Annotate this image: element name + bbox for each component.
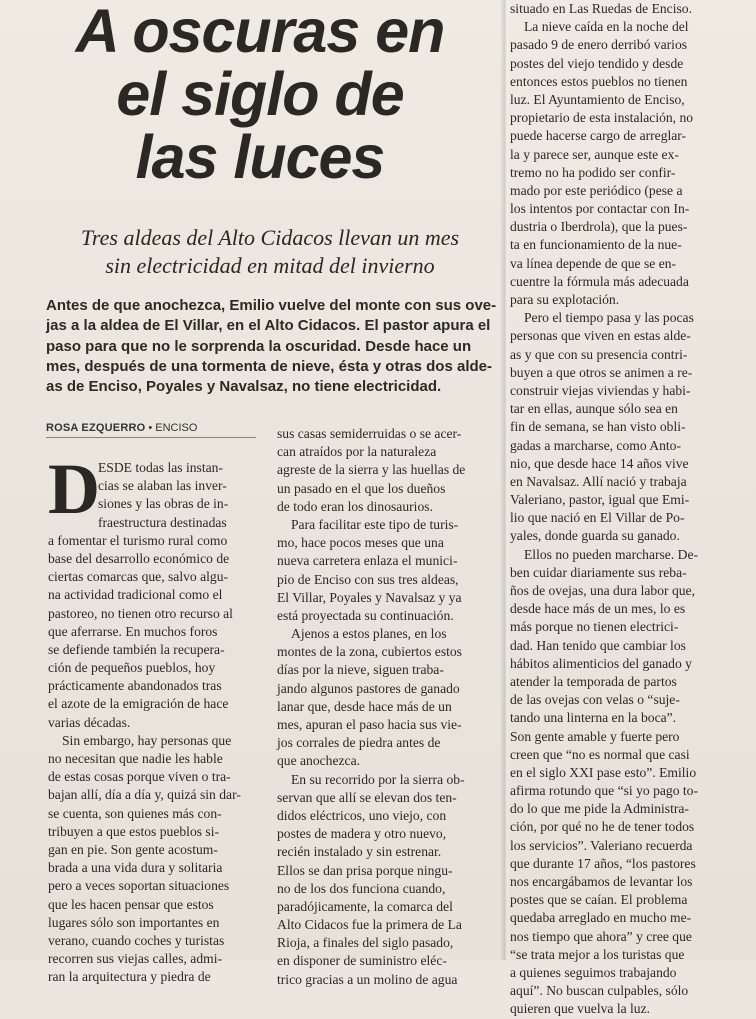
subheadline-line: sin electricidad en mitad del invierno: [105, 253, 435, 278]
column-text-line: Ajenos a estos planes, en los: [291, 626, 447, 642]
column-text-line: Valeriano, pastor, igual que Emi-: [510, 492, 690, 508]
column-text-line: se defiende también la recupera-: [48, 641, 225, 657]
column-text-line: verano, cuando coches y turistas: [48, 932, 225, 948]
column-text-line: Sin embargo, hay personas que: [62, 732, 232, 748]
column-text-line: servan que allí se elevan dos ten-: [277, 789, 457, 805]
column-text-line: jos corrales de piedra antes de: [277, 735, 441, 751]
column-text-line: varias décadas.: [48, 714, 131, 730]
column-text-line: lugares sólo son importantes en: [48, 914, 220, 930]
column-text-line: los servicios”. Valeriano recuerda: [510, 837, 693, 853]
column-text-line: Alto Cidacos fue la primera de La: [277, 917, 462, 933]
subheadline-line: Tres aldeas del Alto Cidacos llevan un mes: [80, 225, 460, 250]
column-text-line: propietario de esta instalación, no: [510, 110, 694, 126]
column-text-line: de las ovejas con velas o “suje-: [510, 692, 680, 708]
column-text-line: fraestructura destinadas: [98, 514, 227, 530]
column-text-line: ben cuidar diariamente sus reba-: [510, 564, 687, 580]
column-text-line: atender la temporada de partos: [510, 673, 677, 689]
column-text-line: puede hacerse cargo de arreglar-: [510, 128, 687, 144]
column-text-line: mo, hace pocos meses que una: [277, 535, 444, 551]
column-text-line: La nieve caída en la noche del: [524, 19, 689, 35]
column-text-line: base del desarrollo económico de: [48, 550, 230, 566]
column-text-line: está proyectada su continuación.: [277, 607, 454, 623]
column-text-line: trico gracias a un molino de agua: [277, 971, 458, 987]
column-text-line: Pero el tiempo pasa y las pocas: [524, 310, 694, 326]
byline: [46, 421, 256, 438]
lead-paragraph: [46, 296, 498, 397]
column-text-line: desde hace más de un mes, lo es: [510, 601, 686, 617]
column-text-line: ESDE todas las instan-: [98, 460, 223, 475]
column-text-line: quedaba arreglado en mucho me-: [510, 910, 692, 926]
column-text-line: lanar que, desde hace más de un: [277, 698, 452, 714]
column-text-line: personas que viven en estas alde-: [510, 328, 691, 344]
headline-line: el siglo de: [116, 60, 404, 128]
column-text-line: El Villar, Poyales y Navalsaz y ya: [277, 589, 462, 605]
column-text-line: nos encargábamos de levantar los: [510, 874, 693, 889]
column-text-line: dad. Han tenido que cambiar los: [510, 637, 686, 653]
column-text-line: no necesitan que nadie les hable: [48, 751, 223, 766]
headline-line: las luces: [135, 123, 385, 191]
page-fold-shadow: [500, 0, 510, 960]
column-text-line: tribuyen a que estos pueblos si-: [48, 823, 220, 839]
column-text-line: buyen a que otros se animen a re-: [510, 364, 693, 380]
column-text-line: jando algunos pastores de ganado: [277, 680, 460, 696]
column-text-line: Son gente amable y fuerte pero: [510, 728, 680, 744]
column-text-line: luz. El Ayuntamiento de Enciso,: [510, 91, 685, 107]
column-text-line: en Navalsaz. Allí nació y trabaja: [510, 473, 687, 489]
column-text-line: afirma rotundo que “si yo pago to-: [510, 783, 698, 799]
byline-location: ENCISO: [155, 422, 198, 434]
column-text-line: la y parece ser, aunque este ex-: [510, 146, 679, 162]
column-text-line: que aferrarse. En muchos foros: [48, 623, 218, 639]
subheadline: [40, 224, 500, 280]
column-text-line: un pasado en el que los dueños: [277, 480, 446, 496]
column-text-line: recorren sus viejas calles, admi-: [48, 951, 223, 967]
column-text-line: quieren que vuelva la luz.: [510, 1001, 651, 1017]
column-text-line: que anochezca.: [277, 753, 361, 769]
column-text-line: ción, por qué no he de tener todos: [510, 819, 695, 835]
column-text-line: se cuenta, son quienes más con-: [48, 805, 222, 821]
column-text-line: cuentre la fórmula más adecuada: [510, 273, 689, 289]
byline-author: ROSA EZQUERRO: [46, 422, 146, 434]
column-text-line: postes del viejo tendido y desde: [510, 55, 684, 71]
column-text-line: “se trata mejor a los turistas que: [510, 946, 685, 962]
column-text-line: situado en Las Ruedas de Enciso.: [510, 1, 692, 16]
column-text-line: montes de la zona, cubiertos estos: [277, 644, 462, 660]
column-text-line: mes, apuran el paso hacia sus vie-: [277, 717, 462, 732]
column-text-line: más porque no tienen electrici-: [510, 619, 679, 635]
column-text-line: fin de semana, se han visto obli-: [510, 419, 686, 435]
column-text-line: yales, donde guarda su ganado.: [510, 528, 680, 544]
column-text-line: En su recorrido por la sierra ob-: [291, 771, 465, 787]
column-text-line: prácticamente abandonados tras: [48, 678, 222, 694]
column-text-line: tando una linterna en la boca”.: [510, 710, 677, 726]
column-text-line: can atraídos por la naturaleza: [277, 444, 437, 460]
column-text-line: que les hacen pensar que estos: [48, 896, 214, 912]
column-text-line: nos tiempo que ahora” y cree que: [510, 928, 692, 944]
column-text-line: mado por este periódico (pese a: [510, 182, 683, 198]
lead-line: Antes de que anochezca, Emilio vuelve del monte con sus ove-: [46, 297, 497, 314]
column-text-line: el azote de la emigración de hace: [48, 696, 229, 712]
column-text-line: nio, que desde hace 14 años vive: [510, 455, 689, 471]
column-text-line: ción de pequeños pueblos, hoy: [48, 660, 216, 676]
lead-line: paso para que no le sorprenda la oscuridad. Desde hace un: [46, 337, 472, 355]
column-text-line: do lo que me pide la Administra-: [510, 801, 689, 817]
column-text-line: de todo eran los dinosaurios.: [277, 498, 433, 514]
column-text-line: na actividad tradicional como el: [48, 587, 223, 603]
column-text-line: los intentos por contactar con In-: [510, 201, 690, 217]
column-text-line: nueva carretera enlaza el munici-: [277, 553, 458, 569]
column-text-line: Ellos se dan prisa porque ningu-: [277, 862, 453, 878]
column-text-line: pero a veces soportan situaciones: [48, 878, 230, 894]
column-text-line: lio que nació en El Villar de Po-: [510, 510, 685, 526]
lead-line: mes, después de una tormenta de nieve, ésta y otras dos alde-: [46, 357, 492, 375]
column-text-line: agreste de la sierra y las huellas de: [277, 462, 466, 478]
lead-line: as de Enciso, Poyales y Navalsaz, no tiene electricidad.: [46, 378, 442, 396]
column-text-line: brada a una vida dura y solitaria: [48, 860, 223, 876]
column-text-line: en el siglo XXI pase esto”. Emilio: [510, 764, 697, 780]
column-text-line: tar en ellas, aunque sólo sea en: [510, 401, 678, 417]
article-column-1: [48, 449, 263, 986]
column-text-line: a quienes seguimos trabajando: [510, 964, 677, 980]
column-text-line: didos eléctricos, uno viejo, con: [277, 807, 447, 823]
column-text-line: de estas cosas porque viven o tra-: [48, 769, 231, 785]
column-text-line: no de los dos funciona cuando,: [277, 880, 446, 896]
column-text-line: entonces estos pueblos no tienen: [510, 73, 688, 89]
column-text-line: tremo no ha podido ser confir-: [510, 164, 676, 180]
column-text-line: hábitos alimenticios del ganado y: [510, 655, 692, 671]
article-column-2: [277, 425, 497, 989]
column-text-line: va línea depende de que se en-: [510, 255, 677, 271]
column-text-line: pasado 9 de enero derribó varios: [510, 37, 688, 53]
column-text-line: postes que se caían. El problema: [510, 892, 688, 908]
column-text-line: sus casas semiderruidas o se acer-: [277, 426, 462, 441]
column-text-line: para su explotación.: [510, 292, 620, 307]
column-text-line: Para facilitar este tipo de turis-: [291, 516, 459, 532]
column-text-line: ciertas comarcas que, salvo algu-: [48, 569, 229, 585]
column-text-line: ran la arquitectura y piedra de: [48, 969, 211, 985]
headline-line: A oscuras en: [75, 0, 445, 65]
article-column-3: [510, 0, 752, 1019]
drop-cap: D: [48, 449, 100, 529]
headline: [60, 0, 460, 189]
column-text-line: a fomentar el turismo rural como: [48, 532, 228, 548]
column-text-line: que durante 17 años, “los pastores: [510, 855, 696, 871]
column-text-line: paradójicamente, la comarca del: [277, 898, 453, 914]
column-text-line: as y que con su presencia contri-: [510, 346, 688, 362]
column-text-line: siones y las obras de in-: [98, 496, 229, 512]
column-text-line: gadas a marcharse, como Anto-: [510, 437, 681, 453]
column-text-line: gan en pie. Son gente acostum-: [48, 841, 218, 857]
column-text-line: cias se alaban las inver-: [98, 478, 227, 494]
column-text-line: creen que “no es normal que casi: [510, 746, 690, 762]
column-text-line: días por la nieve, siguen traba-: [277, 662, 444, 678]
column-text-line: construir viejas viviendas y habi-: [510, 382, 691, 398]
column-text-line: recién instalado y sin estrenar.: [277, 844, 442, 860]
lead-line: jas a la aldea de El Villar, en el Alto Cidacos. El pastor apura el: [46, 317, 491, 335]
column-text-line: Ellos no pueden marcharse. De-: [524, 546, 699, 562]
column-text-line: en disponer de suministro eléc-: [277, 953, 447, 969]
column-text-line: bajan allí, día a día y, quizá sin dar-: [48, 787, 241, 803]
column-text-line: Rioja, a finales del siglo pasado,: [277, 935, 454, 951]
column-text-line: pastoreo, no tienen otro recurso al: [48, 605, 233, 621]
column-text-line: ños de ovejas, una dura labor que,: [510, 583, 695, 598]
byline-separator: •: [148, 422, 153, 434]
column-text-line: dustria o Iberdrola), que la pues-: [510, 219, 688, 235]
column-text-line: postes de madera y otro nuevo,: [277, 826, 447, 842]
column-text-line: pio de Enciso con sus tres aldeas,: [277, 571, 459, 587]
column-text-line: ta en funcionamiento de la nue-: [510, 237, 682, 253]
column-text-line: aquí”. No buscan culpables, sólo: [510, 983, 689, 999]
